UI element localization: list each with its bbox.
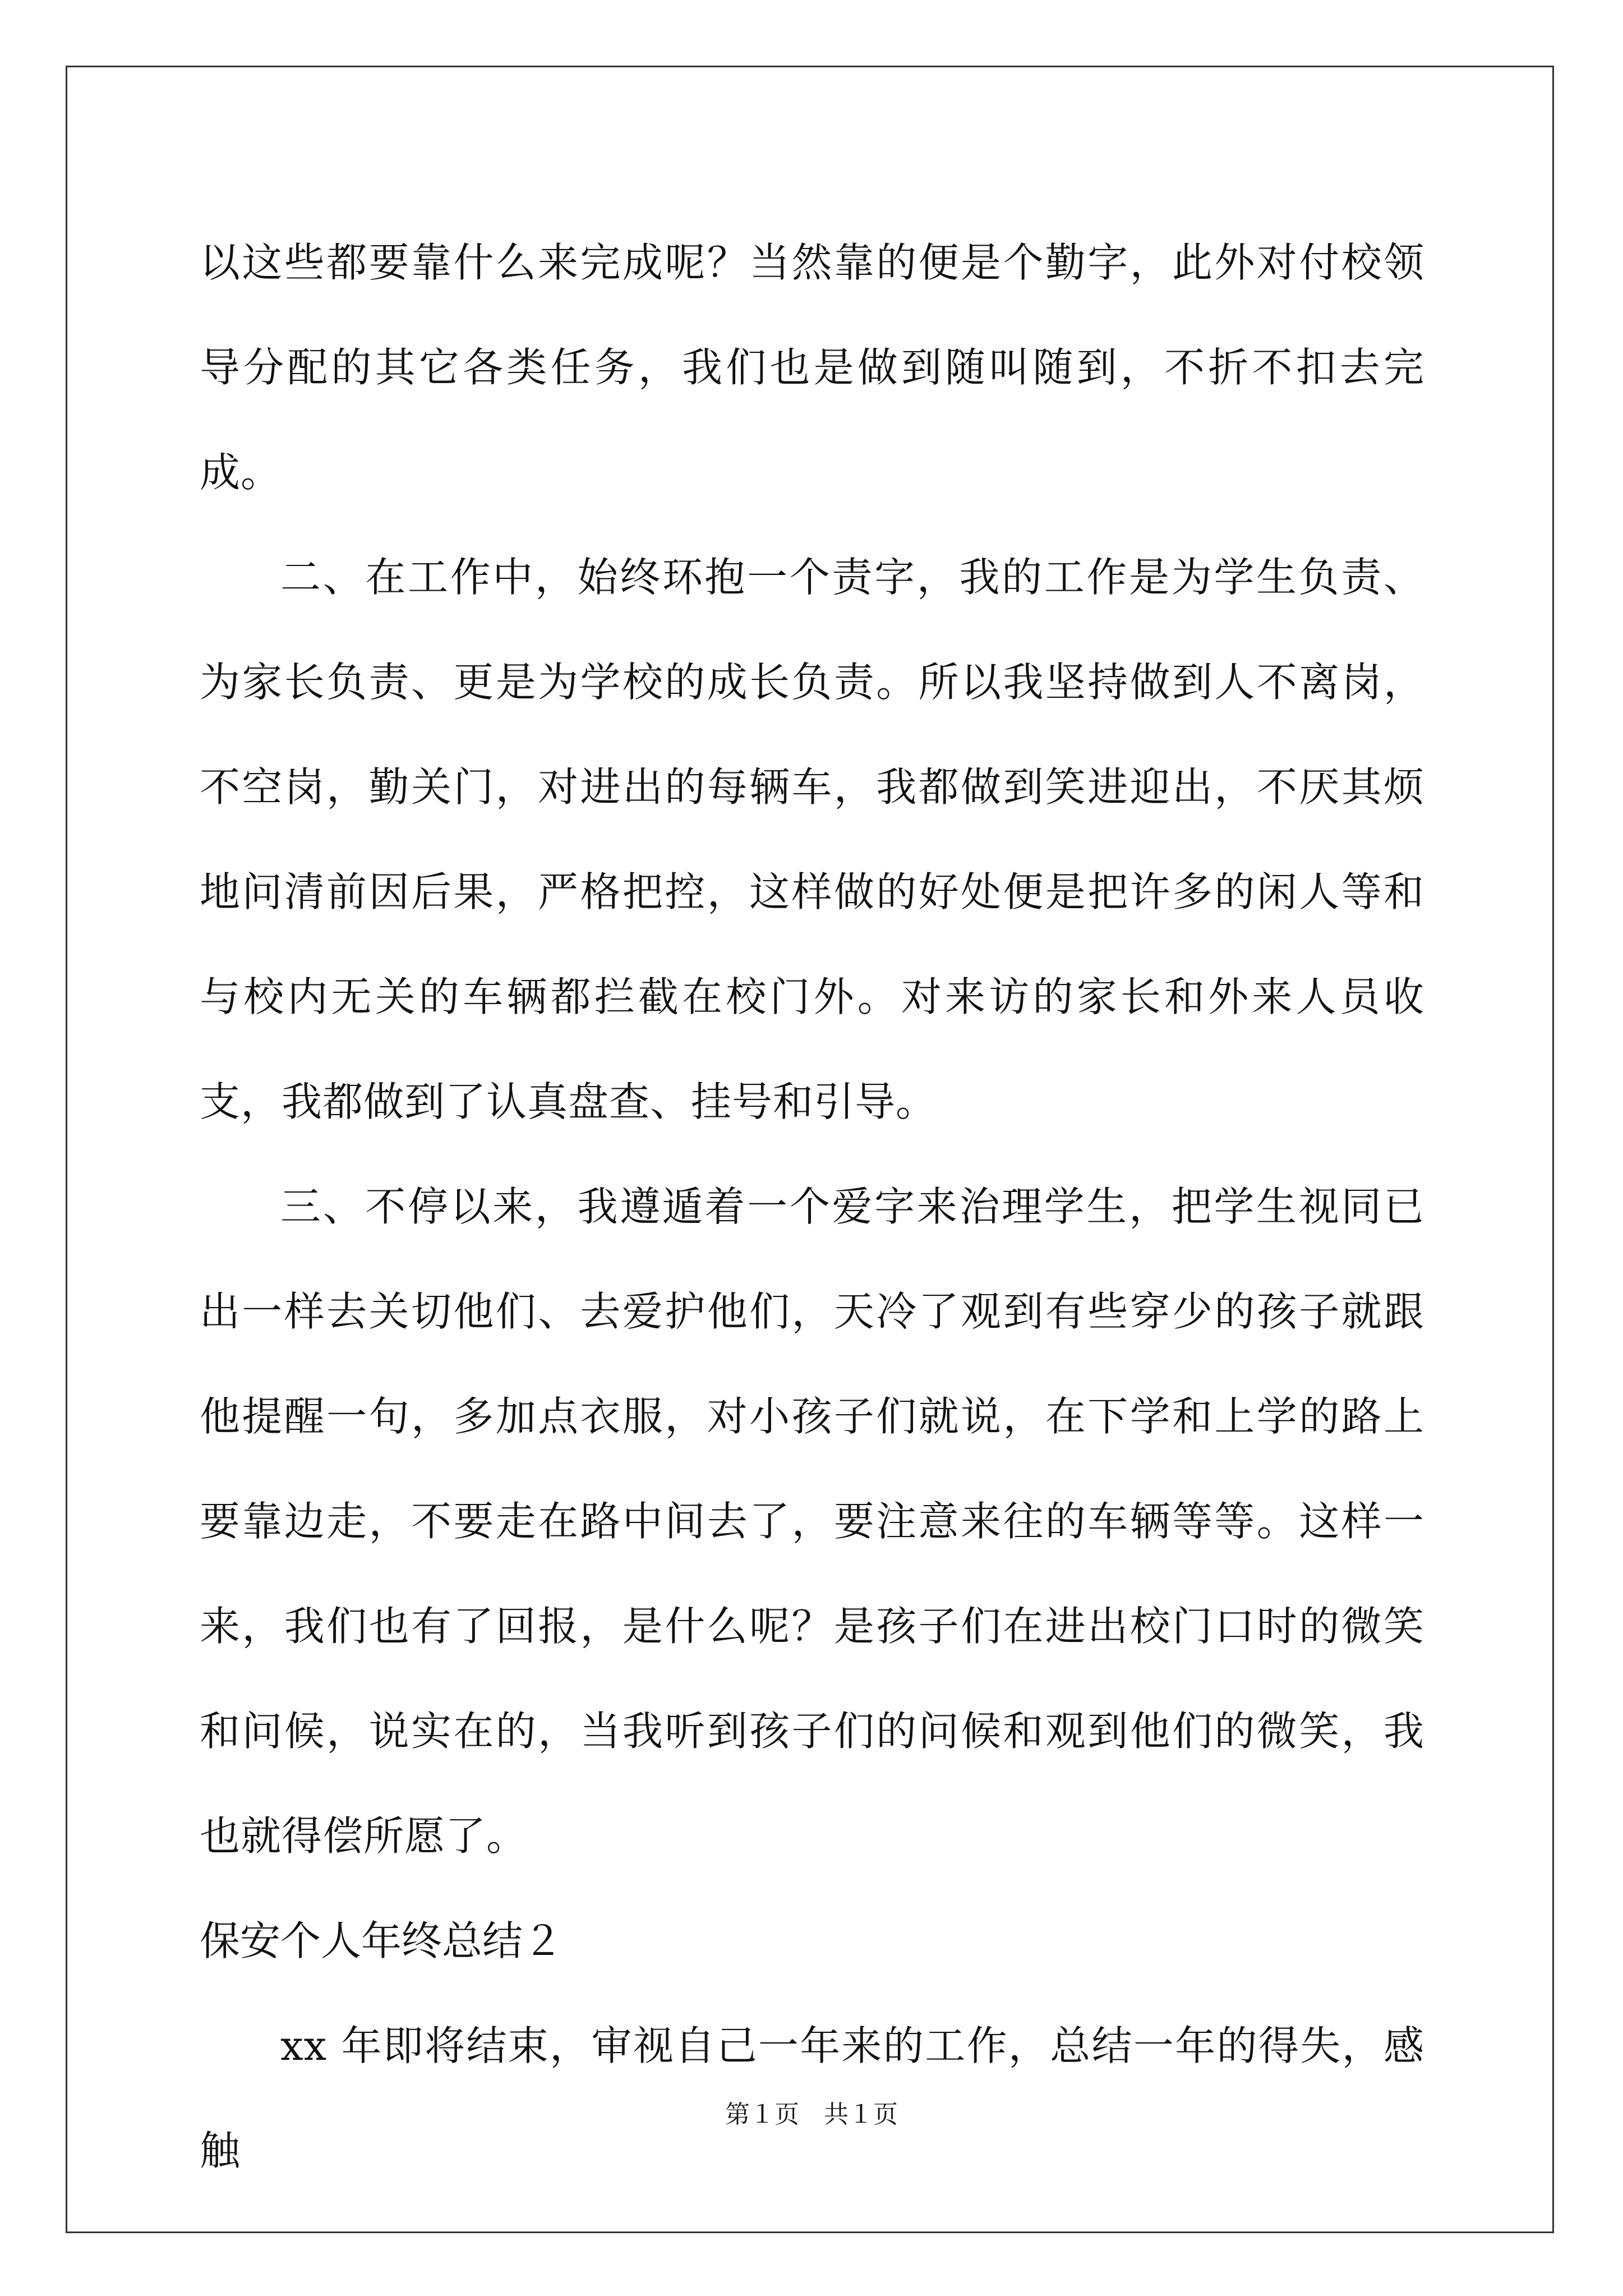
section-heading: 保安个人年终总结２ [200, 1917, 564, 1964]
page-number-footer: 第１页 共１页 [725, 2100, 898, 2129]
paragraph-continuation: 以这些都要靠什么来完成呢？当然靠的便是个勤字，此外对付校领导分配的其它各类任务，我们也是做到随叫随到，不折不扣去完成。 [200, 239, 1424, 496]
paragraph-section-two: 二、在工作中，始终环抱一个责字，我的工作是为学生负责、为家长负责、更是为学校的成长负责。所以我坚持做到人不离岗，不空岗，勤关门，对进出的每辆车，我都做到笑进迎出，不厌其烦地问清前因后果，严格把控，这样做的好处便是把许多的闲人等和与校内无关的车辆都拦截在校门外。对来访的家长和外来人员收支，我都做到了认真盘查、挂号和引导。 [200, 554, 1424, 1125]
document-body [200, 210, 1424, 2203]
paragraph-intro: xx 年即将结束，审视自己一年来的工作，总结一年的得失，感触 [200, 2022, 1424, 2174]
paragraph-section-three: 三、不停以来，我遵遁着一个爱字来治理学生，把学生视同已出一样去关切他们、去爱护他们，天冷了观到有些穿少的孩子就跟他提醒一句，多加点衣服，对小孩子们就说，在下学和上学的路上要靠边走，不要走在路中间去了，要注意来往的车辆等等。这样一来，我们也有了回报，是什么呢？是孩子们在进出校门口时的微笑和问候，说实在的，当我听到孩子们的问候和观到他们的微笑，我也就得偿所愿了。 [200, 1183, 1424, 1860]
